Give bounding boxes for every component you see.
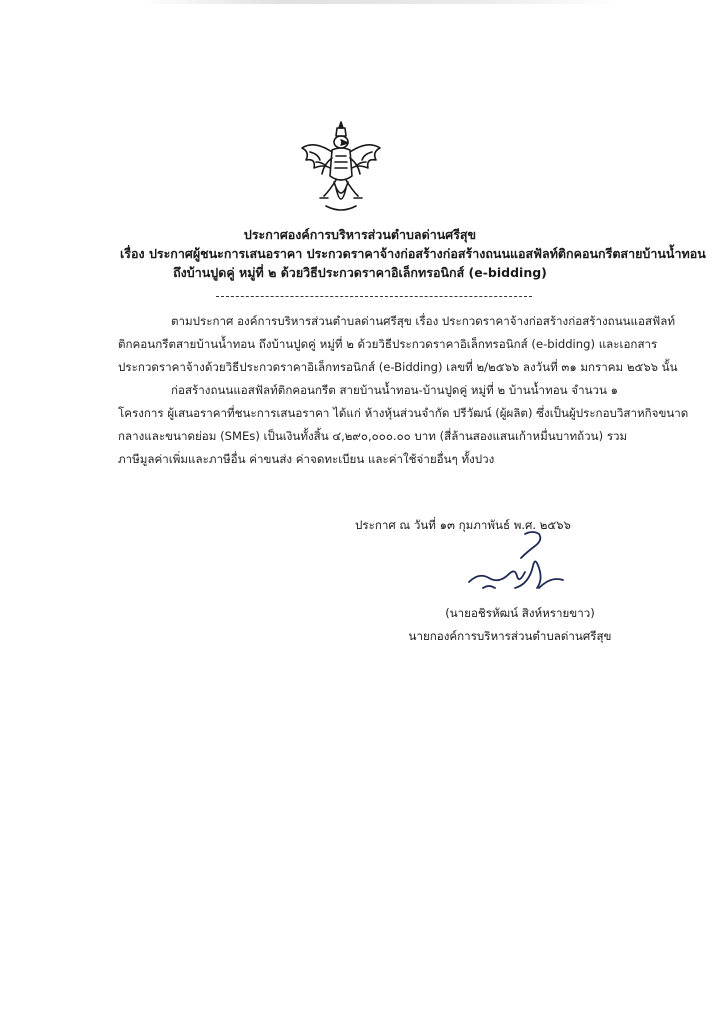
scan-edge-artifact [140, 0, 620, 4]
body-line: ประกวดราคาจ้างด้วยวิธีประกวดราคาอิเล็กทรอนิกส์ (e-Bidding) เลขที่ ๒/๒๕๖๖ ลงวันที่ ๓๑ มกราคม ๒๕๖๖ นั้น [118, 360, 678, 374]
handwritten-signature [455, 528, 585, 598]
body-line: ตามประกาศ องค์การบริหารส่วนตำบลด่านศรีสุข เรื่อง ประกวดราคาจ้างก่อสร้างก่อสร้างถนนแอสฟัลท์ [171, 314, 676, 328]
signer-title: นายกองค์การบริหารส่วนตำบลด่านศรีสุข [408, 629, 612, 643]
subject-line-2: ถึงบ้านปูดคู่ หมู่ที่ ๒ ด้วยวิธีประกวดราคาอิเล็กทรอนิกส์ (e-bidding) [173, 265, 547, 280]
organization-heading: ประกาศองค์การบริหารส่วนตำบลด่านศรีสุข [243, 227, 477, 242]
signer-name: (นายอชิรหัฒน์ สิงห์หรายขาว) [445, 606, 595, 620]
body-line: ติกคอนกรีตสายบ้านน้ำทอน ถึงบ้านปูดคู่ หมู่ที่ ๒ ด้วยวิธีประกวดราคาอิเล็กทรอนิกส์ (e-bidding) และเอกสาร [118, 337, 658, 351]
body-line: กลางและขนาดย่อม (SMEs) เป็นเงินทั้งสิ้น ๔,๒๙๐,๐๐๐.๐๐ บาท (สี่ล้านสองแสนเก้าหมื่นบาทถ้วน) รวม [118, 429, 628, 443]
heading-divider [216, 296, 532, 297]
body-line: ภาษีมูลค่าเพิ่มและภาษีอื่น ค่าขนส่ง ค่าจดทะเบียน และค่าใช้จ่ายอื่นๆ ทั้งปวง [118, 452, 495, 466]
body-line: โครงการ ผู้เสนอราคาที่ชนะการเสนอราคา ได้แก่ ห้างหุ้นส่วนจำกัด ปรีวัฒน์ (ผู้ผลิต) ซึ่งเป็นผู้ประกอบวิสาหกิจขนาด [118, 406, 689, 420]
announce-date: ประกาศ ณ วันที่ ๑๓ กุมภาพันธ์ พ.ศ. ๒๕๖๖ [355, 518, 571, 532]
garuda-emblem-icon [296, 118, 386, 218]
body-line: ก่อสร้างถนนแอสฟัลท์ติกคอนกรีต สายบ้านน้ำทอน-บ้านปูดคู่ หมู่ที่ ๒ บ้านน้ำทอน จำนวน ๑ [171, 383, 618, 397]
subject-line-1: เรื่อง ประกาศผู้ชนะการเสนอราคา ประกวดราคาจ้างก่อสร้างก่อสร้างถนนแอสฟัลท์ติกคอนกรีตสายบ้านน้ำทอน [120, 246, 706, 261]
